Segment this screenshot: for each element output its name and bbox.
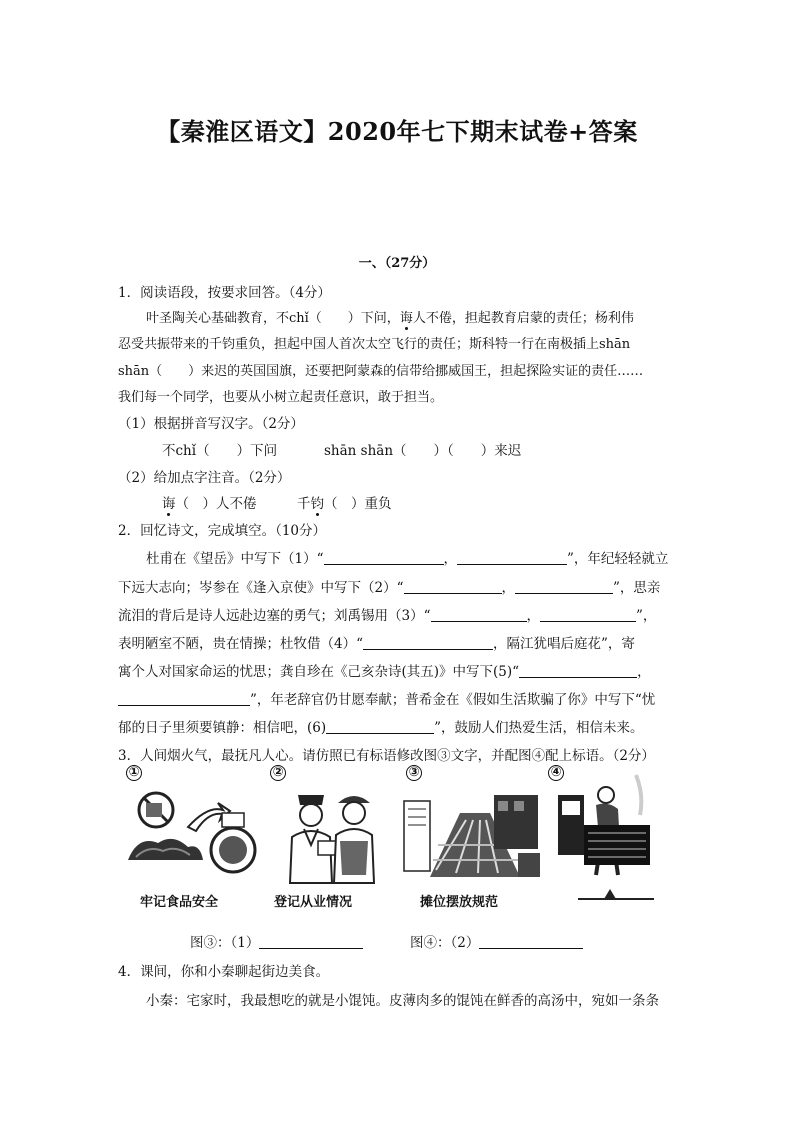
q2-line-1: 杜甫在《望岳》中写下（1）“ ， ”，年纪轻轻就立 (146, 551, 669, 567)
q1-sub2: （2）给加点字注音。（2分） (118, 470, 291, 486)
picture-1 (118, 765, 268, 915)
picture-3 (398, 765, 548, 915)
page-title: 【秦淮区语文】2020年七下期末试卷+答案 (156, 117, 638, 146)
q1-sub2-b: 千钧（ ）重负 (297, 492, 392, 512)
answer-blank[interactable] (259, 934, 363, 949)
q1-sub1-b: shān shān（ ）（ ）来迟 (324, 443, 522, 459)
answer-blank[interactable] (540, 607, 636, 622)
question-4-stem: 4．课间，你和小秦聊起街边美食。 (118, 964, 330, 980)
q1-paragraph-line: 忍受共振带来的千钧重负，担起中国人首次太空飞行的责任；斯科特一行在南极插上shān (118, 337, 631, 352)
question-1-stem: 1．阅读语段，按要求回答。（4分） (118, 285, 331, 301)
q1-sub1-a: 不chǐ（ ）下问 (162, 443, 278, 459)
answer-blank[interactable] (118, 691, 250, 706)
q1-sub2-a: 诲（ ）人不倦 (162, 492, 257, 512)
dotted-char: 诲 (162, 492, 176, 512)
picture-number: ④ (548, 765, 564, 781)
q1-text: 叶圣陶关心基础教育，不chǐ（ ）下问， (146, 311, 400, 326)
q1-sub1: （1）根据拼音写汉字。（2分） (118, 416, 304, 432)
answer-blank[interactable] (431, 607, 527, 622)
answer-blank[interactable] (404, 579, 502, 594)
q2-line-3: 流泪的背后是诗人远赴边塞的勇气；刘禹锡用（3）“ ， ”， (118, 608, 657, 624)
picture-number: ① (126, 765, 142, 781)
dotted-char: 钧 (311, 492, 325, 512)
q1-text: 人不倦，担起教育启蒙的责任；杨利伟 (412, 311, 634, 326)
q1-paragraph-line: 我们每一个同学，也要从小树立起责任意识，敢于担当。 (118, 390, 444, 405)
street-stall-illustration-icon (398, 765, 548, 890)
picture-4 (540, 765, 690, 915)
picture-caption: 登记从业情况 (274, 895, 353, 910)
answer-blank[interactable] (479, 934, 583, 949)
answer-4-line: 图④：（2） (410, 931, 583, 951)
q1-paragraph-line: shān（ ）来迟的英国国旗，还要把阿蒙森的信带给挪威国王，担起探险实证的责任…… (118, 364, 644, 379)
q2-line-6: ”，年老辞官仍甘愿奉献；普希金在《假如生活欺骗了你》中写下“忧 (118, 688, 655, 708)
answer-blank[interactable] (515, 579, 613, 594)
food-safety-illustration-icon (118, 765, 268, 890)
answer-blank[interactable] (324, 550, 444, 565)
q2-line-5: 寓个人对国家命运的忧思；龚自珍在《己亥杂诗(其五)》中写下(5)“ ， (118, 664, 651, 680)
question-2-stem: 2．回忆诗文，完成填空。（10分） (118, 523, 327, 539)
answer-blank[interactable] (457, 550, 567, 565)
picture-number: ② (270, 765, 286, 781)
street-vendor-cleaning-illustration-icon (540, 765, 660, 915)
q2-line-4: 表明陋室不陋，贵在情操；杜牧借（4）“ ，隔江犹唱后庭花”，寄 (118, 636, 635, 652)
answer-blank[interactable] (326, 719, 434, 734)
picture-2 (262, 765, 412, 915)
answer-3-line: 图③：（1） (190, 931, 363, 951)
question-3-stem: 3．人间烟火气，最抚凡人心。请仿照已有标语修改图③文字，并配图④配上标语。（2分） (118, 748, 655, 764)
answer-blank[interactable] (519, 663, 637, 678)
dotted-char: 诲 (400, 307, 413, 326)
picture-number: ③ (406, 765, 422, 781)
q2-line-2: 下远大志向；岑参在《逢入京使》中写下（2）“ ， ”，思亲 (118, 580, 661, 596)
answer-blank[interactable] (363, 635, 493, 650)
officer-registration-illustration-icon (262, 765, 412, 890)
q4-line-1: 小秦：宅家时，我最想吃的就是小馄饨。皮薄肉多的馄饨在鲜香的高汤中，宛如一条条 (146, 993, 659, 1009)
q2-line-7: 郁的日子里须要镇静：相信吧，(6) ”，鼓励人们热爱生活，相信未来。 (118, 720, 644, 736)
q1-paragraph-line (146, 307, 634, 326)
section-heading: 一、（27分） (358, 256, 436, 271)
picture-caption: 摊位摆放规范 (420, 895, 499, 910)
picture-caption: 牢记食品安全 (140, 895, 219, 910)
